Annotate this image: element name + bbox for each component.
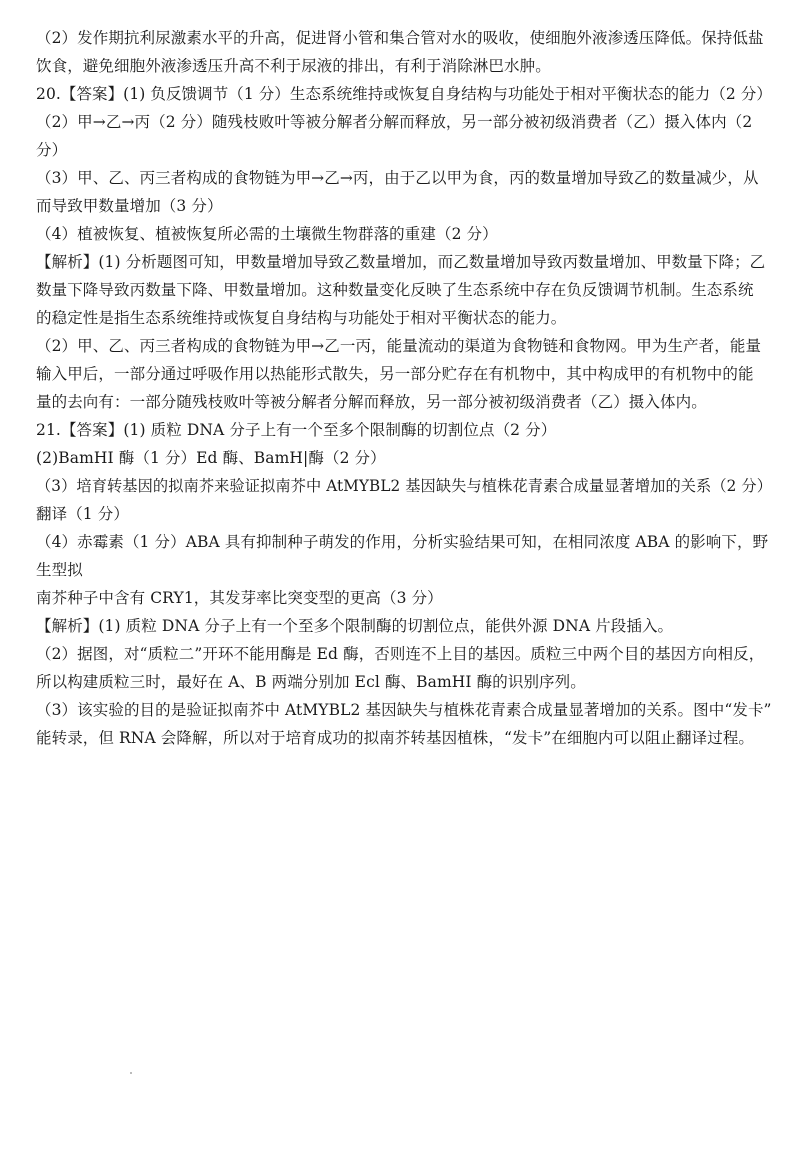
text-line-25: （3）该实验的目的是验证拟南芥中 AtMYBL2 基因缺失与植株花青素合成量显著增加的关系。图中“发卡” (36, 701, 772, 719)
scan-speck (130, 1072, 132, 1074)
text-line-9: 【解析】(1) 分析题图可知，甲数量增加导致乙数量增加，而乙数量增加导致丙数量增加、甲数量下降；乙 (36, 253, 766, 271)
text-line-6: （3）甲、乙、丙三者构成的食物链为甲→乙→丙，由于乙以甲为食，丙的数量增加导致乙的数量减少，从 (36, 169, 759, 187)
text-line-13: 输入甲后，一部分通过呼吸作用以热能形式散失，另一部分贮存在有机物中，其中构成甲的有机物中的能 (36, 365, 754, 383)
text-line-19: （4）赤霉素（1 分）ABA 具有抑制种子萌发的作用，分析实验结果可知，在相同浓度 ABA 的影响下，野 (36, 533, 769, 551)
text-line-4: （2）甲→乙→丙（2 分）随残枝败叶等被分解者分解而释放，另一部分被初级消费者（乙）摄入体内（2 (36, 113, 753, 131)
text-line-1: （2）发作期抗利尿激素水平的升高，促进肾小管和集合管对水的吸收，使细胞外液渗透压降低。保持低盐 (36, 29, 764, 47)
text-line-22: 【解析】(1) 质粒 DNA 分子上有一个至多个限制酶的切割位点，能供外源 DNA 片段插入。 (36, 617, 674, 635)
text-line-10: 数量下降导致丙数量下降、甲数量增加。这种数量变化反映了生态系统中存在负反馈调节机制。生态系统 (36, 281, 754, 299)
text-line-17: （3）培育转基因的拟南芥来验证拟南芥中 AtMYBL2 基因缺失与植株花青素合成量显著增加的关系（2 分） (36, 477, 772, 495)
text-line-24: 所以构建质粒三时，最好在 A、B 两端分别加 Ecl 酶、BamHI 酶的识别序列。 (36, 673, 586, 691)
text-line-26: 能转录，但 RNA 会降解，所以对于培育成功的拟南芥转基因植株，“发卡”在细胞内可以阻止翻译过程。 (36, 729, 755, 747)
text-line-11: 的稳定性是指生态系统维持或恢复自身结构与功能处于相对平衡状态的能力。 (36, 309, 567, 327)
text-line-14: 量的去向有：一部分随残枝败叶等被分解者分解而释放，另一部分被初级消费者（乙）摄入体内。 (36, 393, 707, 411)
text-line-23: （2）据图，对“质粒二”开环不能用酶是 Ed 酶，否则连不上目的基因。质粒三中两个目的基因方向相反， (36, 645, 765, 663)
text-line-16: (2)BamHI 酶（1 分）Ed 酶、BamH|酶（2 分） (36, 449, 386, 467)
text-line-7: 而导致甲数量增加（3 分） (36, 197, 223, 215)
text-line-21: 南芥种子中含有 CRY1，其发芽率比突变型的更高（3 分） (36, 589, 443, 607)
text-line-8: （4）植被恢复、植被恢复所必需的土壤微生物群落的重建（2 分） (36, 225, 498, 243)
text-line-2: 饮食，避免细胞外液渗透压升高不利于尿液的排出，有利于消除淋巴水肿。 (36, 57, 551, 75)
text-line-20: 生型拟 (36, 561, 83, 579)
text-line-18: 翻译（1 分） (36, 505, 129, 523)
text-line-3: 20.【答案】(1) 负反馈调节（1 分）生态系统维持或恢复自身结构与功能处于相对平衡状态的能力（2 分） (36, 85, 772, 103)
text-line-15: 21.【答案】(1) 质粒 DNA 分子上有一个至多个限制酶的切割位点（2 分） (36, 421, 557, 439)
text-line-5: 分） (36, 141, 68, 159)
text-line-12: （2）甲、乙、丙三者构成的食物链为甲→乙一丙，能量流动的渠道为食物链和食物网。甲为生产者，能量 (36, 337, 762, 355)
